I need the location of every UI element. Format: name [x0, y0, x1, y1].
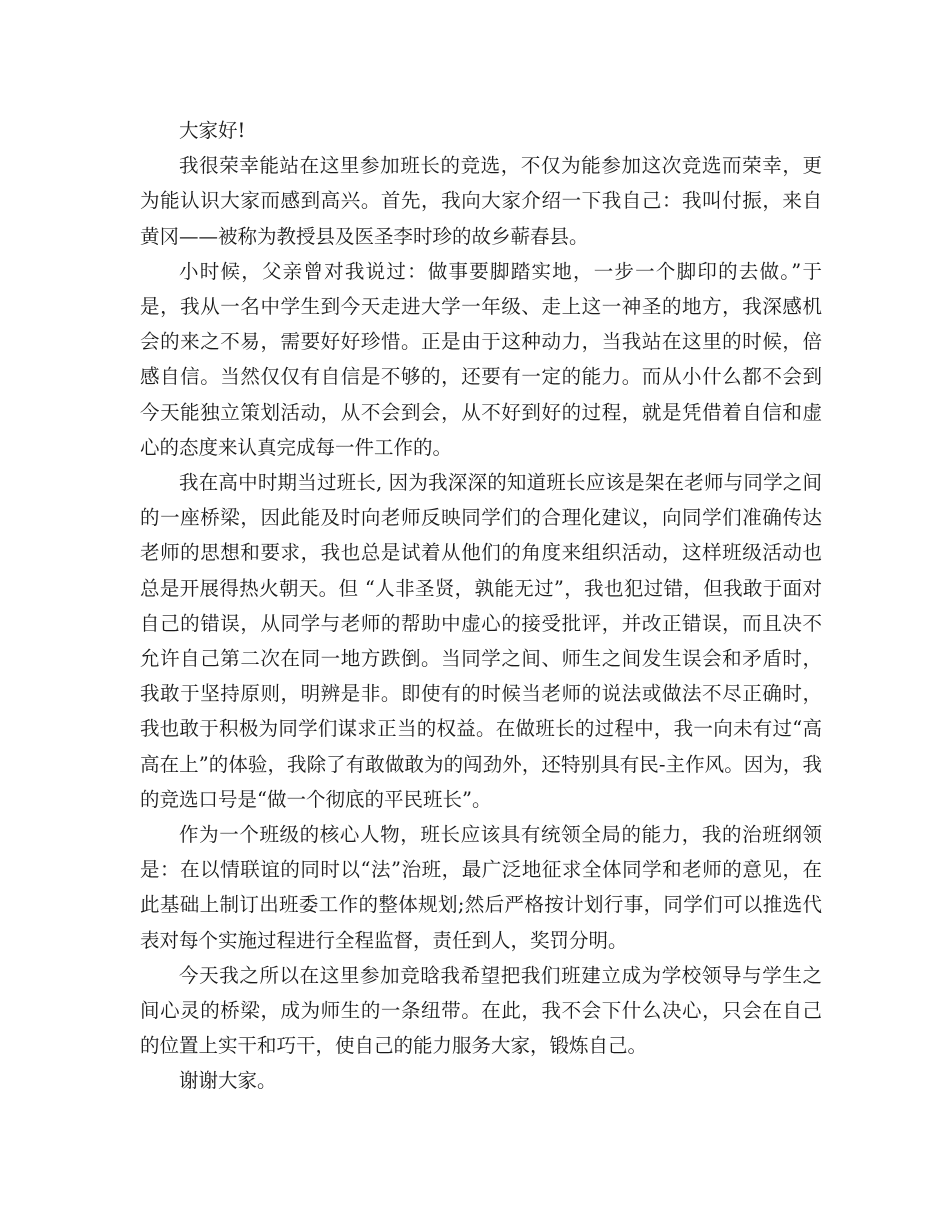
program-paragraph: 作为一个班级的核心人物，班长应该具有统领全局的能力，我的治班纲领是：在以情联谊的同时以“法”治班，最广泛地征求全体同学和老师的意见，在此基础上制订出班委工作的整体规划;然后严格按计划行事，同学们可以推选代表对每个实施过程进行全程监督，责任到人，奖罚分明。 — [140, 823, 822, 952]
greeting-paragraph: 大家好! — [179, 119, 246, 142]
experience-paragraph: 我在高中时期当过班长, 因为我深深的知道班长应该是架在老师与同学之间的一座桥梁，因此能及时向老师反映同学们的合理化建议，向同学们准确传达老师的思想和要求，我也总是试着从他们的角度来组织活动，这样班级活动也总是开展得热火朝天。但 “人非圣贤，孰能无过”，我也犯过错，但我敢于面对自己的错误，从同学与老师的帮助中虚心的接受批评，并改正错误，而且决不允许自己第二次在同一地方跌倒。当同学之间、师生之间发生误会和矛盾时，我敢于坚持原则，明辨是非。即使有的时候当老师的说法或做法不尽正确时，我也敢于积极为同学们谋求正当的权益。在做班长的过程中，我一向未有过“高高在上”的体验，我除了有敢做敢为的闯劲外，还特别具有民-主作风。因为，我的竞选口号是“做一个彻底的平民班长”。 — [140, 471, 822, 811]
hope-paragraph: 今天我之所以在这里参加竞晗我希望把我们班建立成为学校领导与学生之间心灵的桥梁，成为师生的一条纽带。在此，我不会下什么决心，只会在自己的位置上实干和巧干，使自己的能力服务大家，锻炼自己。 — [140, 963, 822, 1058]
closing-paragraph: 谢谢大家。 — [179, 1069, 277, 1093]
childhood-paragraph: 小时候，父亲曾对我说过：做事要脚踏实地，一步一个脚印的去做。”于是，我从一名中学生到今天走进大学一年级、走上这一神圣的地方，我深感机会的来之不易，需要好好珍惜。正是由于这种动力，当我站在这里的时候，倍感自信。当然仅仅有自信是不够的，还要有一定的能力。而从小什么都不会到今天能独立策划活动，从不会到会，从不好到好的过程，就是凭借着自信和虚心的态度来认真完成每一件工作的。 — [140, 259, 822, 459]
introduction-paragraph: 我很荣幸能站在这里参加班长的竞选，不仅为能参加这次竞选而荣幸，更为能认识大家而感到高兴。首先，我向大家介绍一下我自己：我叫付振，来自黄冈——被称为教授县及医圣李时珍的故乡蕲春县。 — [140, 154, 822, 248]
document-body — [140, 113, 822, 1099]
